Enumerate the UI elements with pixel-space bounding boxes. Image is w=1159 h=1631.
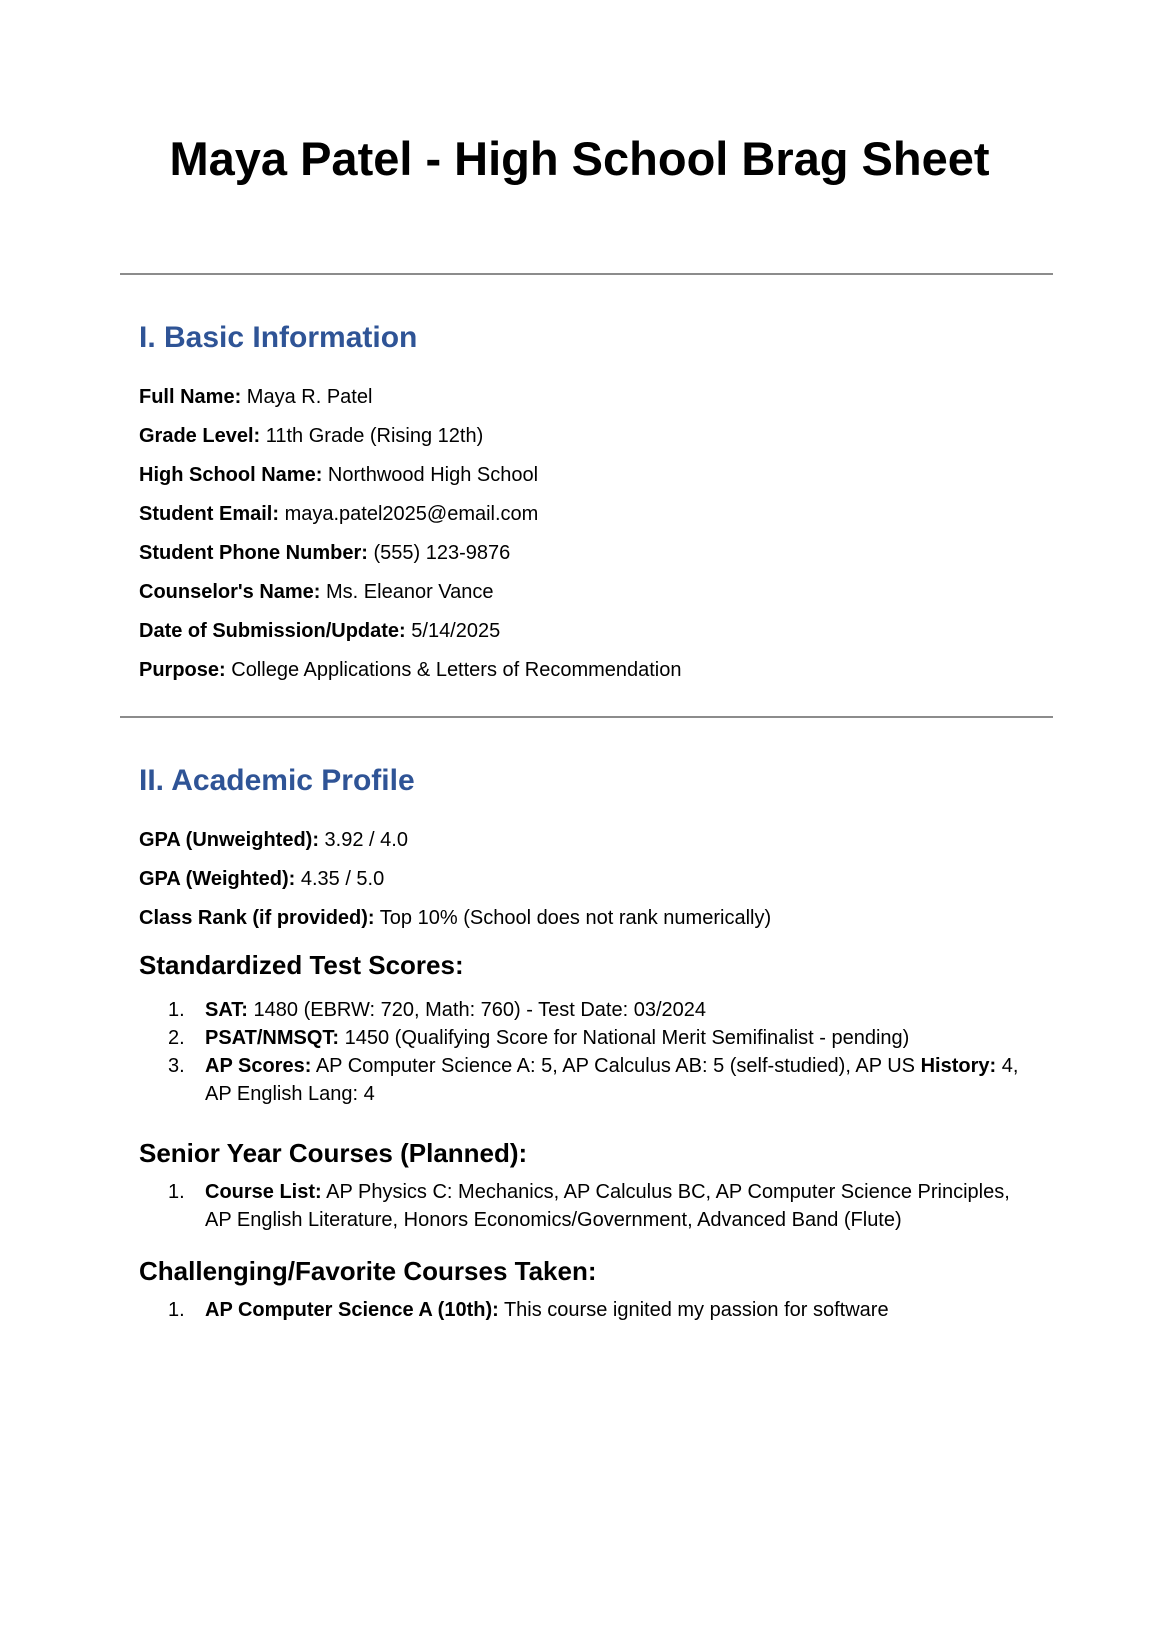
- field-label: GPA (Weighted):: [139, 868, 296, 890]
- field-value: 5/14/2025: [405, 620, 501, 642]
- item-value: AP Physics C: Mechanics, AP Calculus BC, AP Computer Science Principles, AP English Literature, Honors Economics/Government, Advanced Band (Flute): [205, 1181, 1010, 1231]
- item-value: AP Computer Science A: 5, AP Calculus AB: 5 (self-studied), AP US: [311, 1055, 921, 1077]
- field-value: 11th Grade (Rising 12th): [260, 425, 484, 447]
- field-class-rank: [139, 904, 1020, 932]
- field-value: College Applications & Letters of Recommendation: [225, 659, 682, 681]
- field-submission-date: [139, 617, 1020, 645]
- divider: [120, 273, 1053, 275]
- item-label: AP Computer Science A (10th):: [205, 1299, 499, 1321]
- test-scores-list: [139, 996, 1020, 1108]
- list-item-text: [205, 1024, 1020, 1052]
- field-gpa-unweighted: [139, 826, 1020, 854]
- item-value: 4, AP English Lang: 4: [205, 1055, 1019, 1105]
- field-value: (555) 123-9876: [367, 542, 511, 564]
- item-label: History:: [920, 1055, 997, 1077]
- list-item: [139, 1024, 1020, 1052]
- list-item-text: [205, 1052, 1020, 1108]
- field-label: Student Phone Number:: [139, 542, 368, 564]
- field-label: Grade Level:: [139, 425, 261, 447]
- item-label: PSAT/NMSQT:: [205, 1027, 340, 1049]
- list-marker: 3.: [168, 1055, 185, 1077]
- field-value: Northwood High School: [322, 464, 539, 486]
- field-purpose: [139, 656, 1020, 684]
- subheading-favorite-courses: Challenging/Favorite Courses Taken:: [139, 1256, 597, 1286]
- list-marker: 2.: [168, 1027, 185, 1049]
- list-item: [139, 1178, 1020, 1234]
- field-value: 3.92 / 4.0: [318, 829, 408, 851]
- field-label: Counselor's Name:: [139, 581, 321, 603]
- item-value: 1450 (Qualifying Score for National Merit Semifinalist - pending): [339, 1027, 910, 1049]
- item-value: This course ignited my passion for software: [498, 1299, 889, 1321]
- field-label: Student Email:: [139, 503, 280, 525]
- field-label: High School Name:: [139, 464, 323, 486]
- item-label: SAT:: [205, 999, 248, 1021]
- list-marker: 1.: [168, 1299, 185, 1321]
- field-counselor-name: [139, 578, 1020, 606]
- list-item-text: [205, 1296, 1020, 1324]
- divider: [120, 716, 1053, 718]
- list-item: [139, 1296, 1020, 1324]
- field-label: Purpose:: [139, 659, 226, 681]
- section-heading-basic-information: I. Basic Information: [139, 321, 418, 354]
- item-label: AP Scores:: [205, 1055, 312, 1077]
- field-label: GPA (Unweighted):: [139, 829, 319, 851]
- senior-courses-list: [139, 1178, 1020, 1234]
- field-value: maya.patel2025@email.com: [279, 503, 539, 525]
- field-high-school-name: [139, 461, 1020, 489]
- doc-title: Maya Patel - High School Brag Sheet: [169, 132, 990, 185]
- field-full-name: [139, 383, 1020, 411]
- list-item-text: [205, 1178, 1020, 1234]
- subheading-senior-courses: Senior Year Courses (Planned):: [139, 1138, 528, 1168]
- item-label: Course List:: [205, 1181, 322, 1203]
- list-item-text: [205, 996, 1020, 1024]
- document-page: [0, 131, 1159, 1324]
- field-gpa-weighted: [139, 865, 1020, 893]
- list-item: [139, 996, 1020, 1024]
- favorite-courses-list: [139, 1296, 1020, 1324]
- field-value: Maya R. Patel: [241, 386, 373, 408]
- list-marker: 1.: [168, 999, 185, 1021]
- field-value: 4.35 / 5.0: [295, 868, 385, 890]
- field-student-email: [139, 500, 1020, 528]
- field-value: Ms. Eleanor Vance: [320, 581, 494, 603]
- subheading-test-scores: Standardized Test Scores:: [139, 950, 464, 980]
- item-value: 1480 (EBRW: 720, Math: 760) - Test Date: 03/2024: [247, 999, 707, 1021]
- list-marker: 1.: [168, 1181, 185, 1203]
- field-label: Full Name:: [139, 386, 242, 408]
- field-student-phone: [139, 539, 1020, 567]
- field-label: Class Rank (if provided):: [139, 907, 375, 929]
- field-value: Top 10% (School does not rank numerically): [374, 907, 772, 929]
- field-grade-level: [139, 422, 1020, 450]
- section-heading-academic-profile: II. Academic Profile: [139, 764, 415, 797]
- field-label: Date of Submission/Update:: [139, 620, 406, 642]
- list-item: [139, 1052, 1020, 1108]
